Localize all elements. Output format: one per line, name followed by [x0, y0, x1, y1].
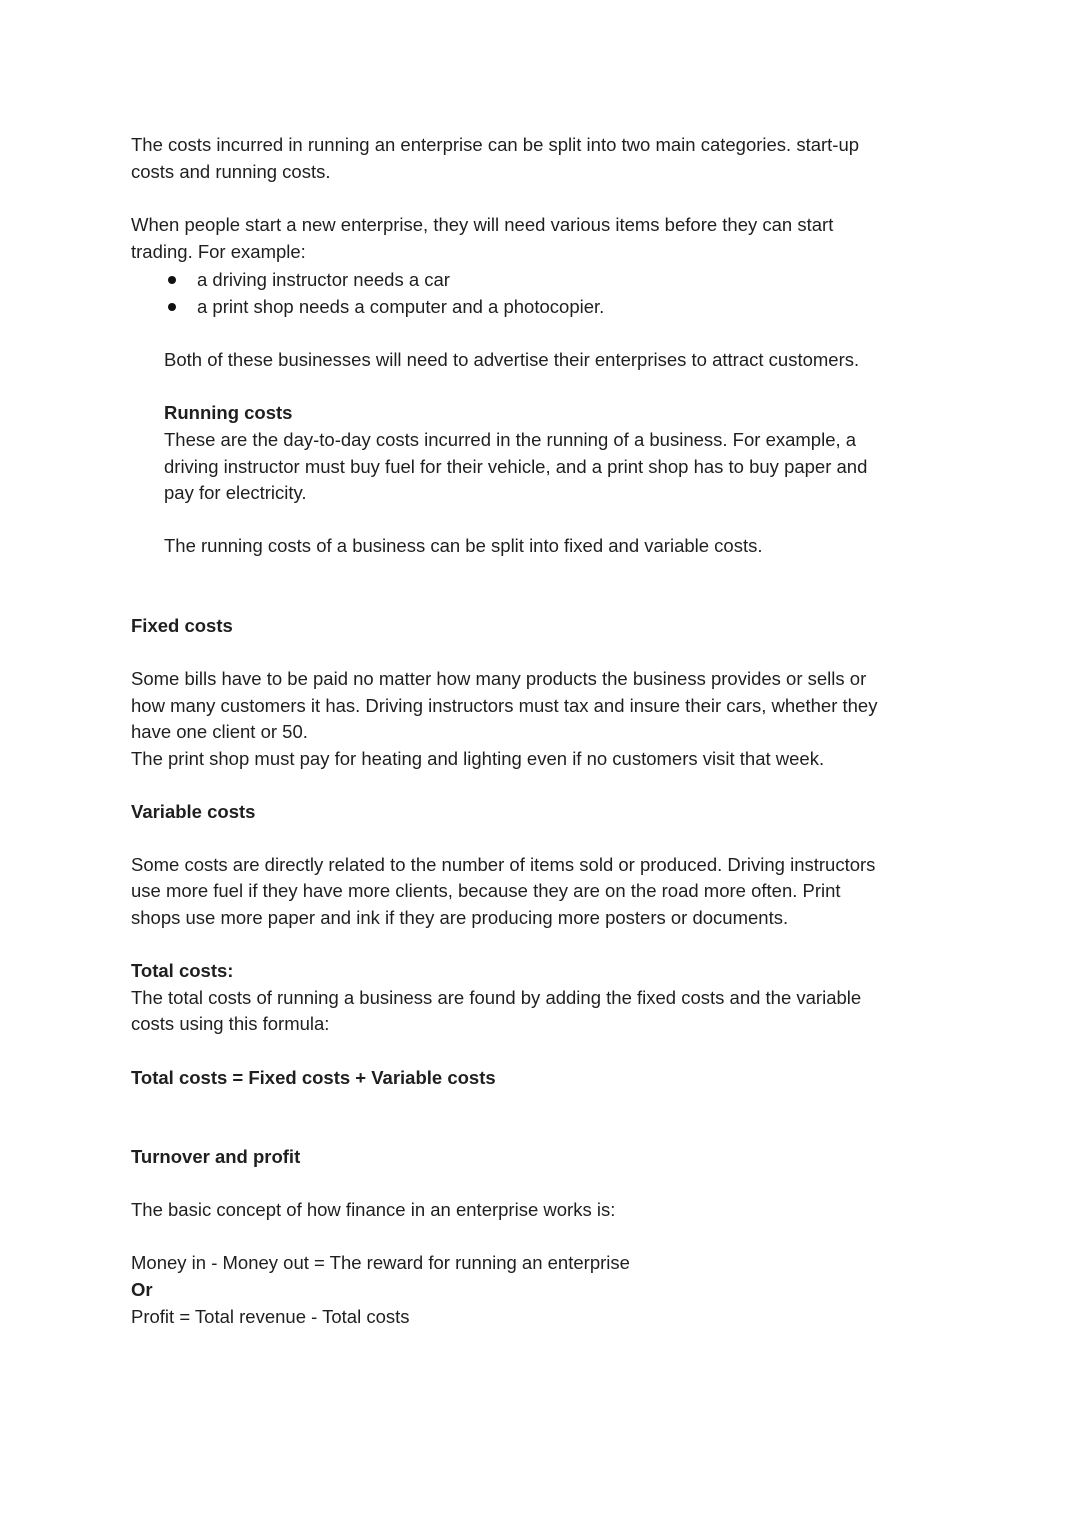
bullet-item: a driving instructor needs a car — [197, 269, 450, 290]
bullet-item: a print shop needs a computer and a photocopier. — [197, 296, 605, 317]
advertise-paragraph: Both of these businesses will need to advertise their enterprises to attract customers. — [164, 349, 860, 370]
running-costs-line: pay for electricity. — [164, 482, 307, 503]
total-costs-line: The total costs of running a business are found by adding the fixed costs and the variable — [131, 987, 862, 1008]
fixed-costs-line: The print shop must pay for heating and lighting even if no customers visit that week. — [131, 748, 825, 769]
total-costs-heading: Total costs: — [131, 960, 234, 981]
startup-line: When people start a new enterprise, they will need various items before they can start — [131, 214, 834, 235]
variable-costs-line: Some costs are directly related to the number of items sold or produced. Driving instructors — [131, 854, 876, 875]
turnover-intro: The basic concept of how finance in an enterprise works is: — [131, 1199, 616, 1220]
fixed-costs-line: have one client or 50. — [131, 721, 308, 742]
startup-line: trading. For example: — [131, 241, 306, 262]
running-costs-line: These are the day-to-day costs incurred in the running of a business. For example, a — [164, 429, 857, 450]
fixed-costs-line: Some bills have to be paid no matter how many products the business provides or sells or — [131, 668, 867, 689]
profit-formula: Profit = Total revenue - Total costs — [131, 1306, 410, 1327]
fixed-costs-heading: Fixed costs — [131, 615, 233, 636]
intro-line: costs and running costs. — [131, 161, 331, 182]
turnover-heading: Turnover and profit — [131, 1146, 301, 1167]
running-costs-heading: Running costs — [164, 402, 293, 423]
bullet-icon — [168, 303, 176, 311]
total-costs-formula: Total costs = Fixed costs + Variable costs — [131, 1067, 496, 1088]
fixed-costs-line: how many customers it has. Driving instructors must tax and insure their cars, whether they — [131, 695, 878, 716]
running-costs-split: The running costs of a business can be split into fixed and variable costs. — [164, 535, 763, 556]
total-costs-line: costs using this formula: — [131, 1013, 330, 1034]
money-equation: Money in - Money out = The reward for running an enterprise — [131, 1252, 630, 1273]
intro-line: The costs incurred in running an enterprise can be split into two main categories. start-up — [131, 134, 860, 155]
or-label: Or — [131, 1279, 153, 1300]
variable-costs-line: shops use more paper and ink if they are producing more posters or documents. — [131, 907, 789, 928]
running-costs-line: driving instructor must buy fuel for their vehicle, and a print shop has to buy paper and — [164, 456, 868, 477]
variable-costs-line: use more fuel if they have more clients, because they are on the road more often. Print — [131, 880, 841, 901]
variable-costs-heading: Variable costs — [131, 801, 256, 822]
bullet-icon — [168, 276, 176, 284]
